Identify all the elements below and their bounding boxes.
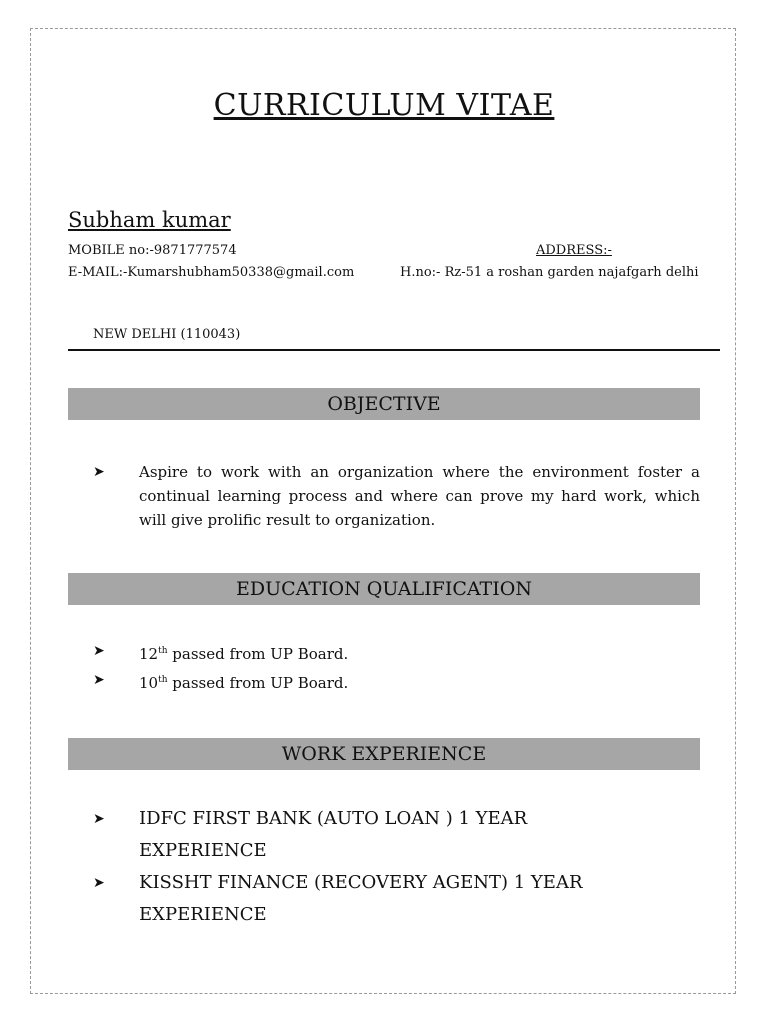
- list-item: [93, 803, 653, 867]
- header-divider: [68, 349, 720, 351]
- arrowhead-bullet-icon: ➤: [93, 672, 105, 688]
- address-line: H.no:- Rz-51 a roshan garden najafgarh delhi: [400, 265, 699, 280]
- education-text: passed from UP Board.: [167, 674, 349, 692]
- work-text: KISSHT FINANCE (RECOVERY AGENT) 1 YEAR EXPERIENCE: [139, 872, 583, 925]
- list-item: [93, 460, 700, 532]
- objective-heading: OBJECTIVE: [68, 388, 700, 420]
- mobile-number: MOBILE no:-9871777574: [68, 243, 237, 258]
- education-text: passed from UP Board.: [167, 645, 349, 663]
- list-item: [93, 638, 348, 667]
- email-address: E-MAIL:-Kumarshubham50338@gmail.com: [68, 265, 355, 280]
- education-grade: 12: [139, 645, 159, 663]
- education-grade: 10: [139, 674, 159, 692]
- arrowhead-bullet-icon: ➤: [93, 875, 105, 891]
- work-list: [93, 803, 653, 931]
- address-city: NEW DELHI (110043): [93, 327, 241, 342]
- education-grade-suffix: th: [158, 646, 168, 656]
- education-grade-suffix: th: [158, 675, 168, 685]
- work-heading: WORK EXPERIENCE: [68, 738, 700, 770]
- arrowhead-bullet-icon: ➤: [93, 811, 105, 827]
- education-list: [93, 638, 348, 696]
- address-label: ADDRESS:-: [536, 243, 612, 258]
- education-heading: EDUCATION QUALIFICATION: [68, 573, 700, 605]
- candidate-name: Subham kumar: [68, 208, 231, 232]
- arrowhead-bullet-icon: ➤: [93, 643, 105, 659]
- objective-list: [93, 460, 700, 532]
- objective-text: Aspire to work with an organization where the environment foster a continual learning process and where can prove my hard work, which will give prolific result to organization.: [139, 463, 700, 529]
- arrowhead-bullet-icon: ➤: [93, 464, 105, 480]
- work-text: IDFC FIRST BANK (AUTO LOAN ) 1 YEAR EXPERIENCE: [139, 808, 528, 861]
- document-title: CURRICULUM VITAE: [213, 88, 555, 123]
- list-item: [93, 867, 653, 931]
- list-item: [93, 667, 348, 696]
